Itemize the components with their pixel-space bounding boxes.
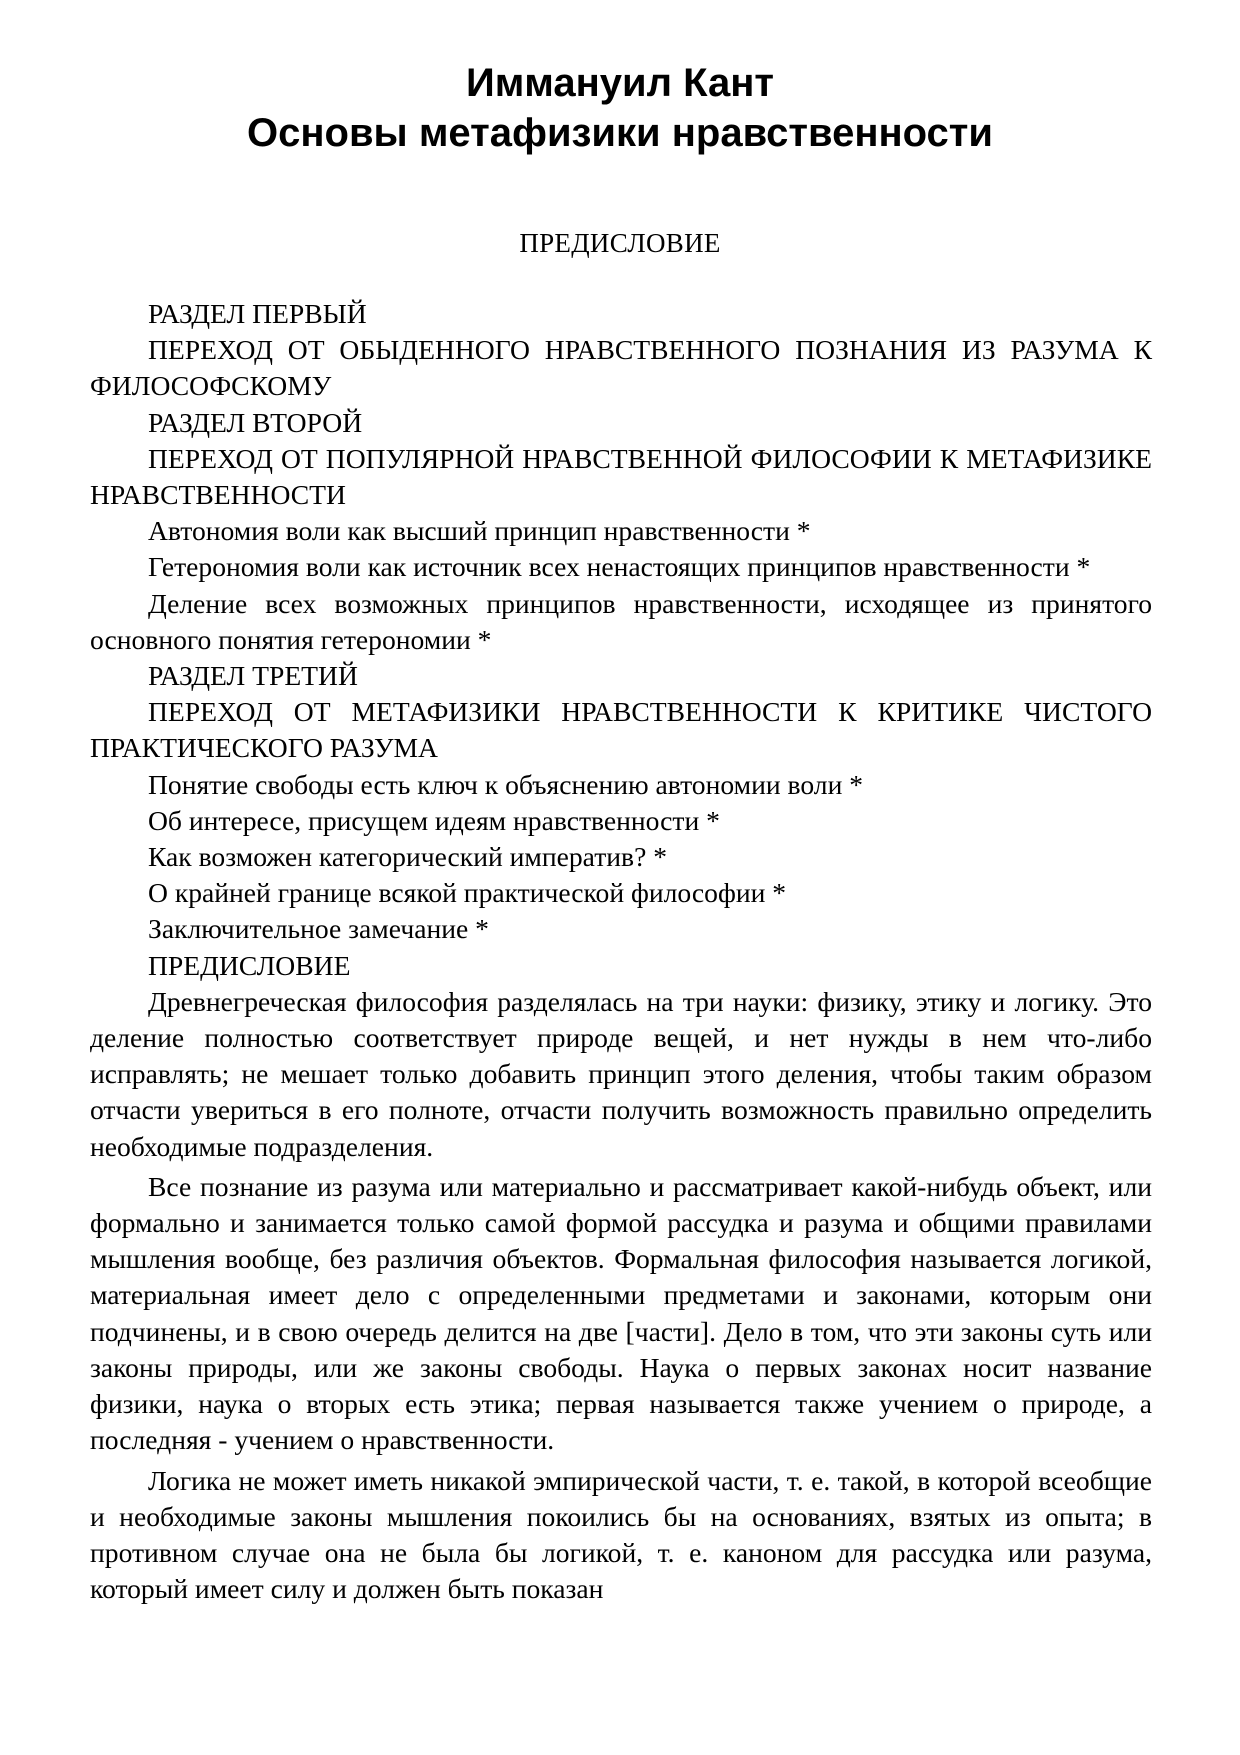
toc-item: О крайней границе всякой практической философии * [148, 877, 787, 909]
toc-section-3-title: ПЕРЕХОД ОТ МЕТАФИЗИКИ НРАВСТВЕННОСТИ К КРИТИКЕ ЧИСТОГО ПРАКТИЧЕСКОГО РАЗУМА [90, 696, 1152, 764]
toc-item: Понятие свободы есть ключ к объяснению автономии воли * [148, 768, 864, 800]
toc-section-3-label: РАЗДЕЛ ТРЕТИЙ [148, 660, 358, 692]
toc-item: Как возможен категорический императив? * [148, 841, 668, 873]
body-paragraph: Древнегреческая философия разделялась на три науки: физику, этику и логику. Это деление полностью соответствует природе вещей, и нет нужды в нем что-либо исправлять; не мешает только добавить принцип этого деления, чтобы таким образом отчасти увериться в его полноте, отчасти получить возможность правильно определить необходимые подразделения. [90, 985, 1152, 1162]
toc-item: Автономия воли как высший принцип нравственности * [148, 515, 811, 547]
preface-section-heading: ПРЕДИСЛОВИЕ [148, 949, 351, 981]
toc-section-1-label: РАЗДЕЛ ПЕРВЫЙ [148, 298, 367, 329]
toc-section-2-label: РАЗДЕЛ ВТОРОЙ [148, 406, 363, 438]
body-text [90, 296, 1152, 1607]
body-paragraph: Все познание из разума или материально и рассматривает какой-нибудь объект, или формально и занимается только самой формой рассудка и разума и общими правилами мышления вообще, без различия объектов. Формальная философия называется логикой, материальная имеет дело с определенными предметами и законами, которым они подчинены, и в свою очередь делится на две [части]. Дело в том, что эти законы суть или законы природы, или же законы свободы. Наука о первых законах носит название физики, наука о вторых есть этика; первая называется также учением о природе, а последняя - учением о нравственности. [90, 1170, 1152, 1456]
author-name: Иммануил Кант [465, 61, 775, 105]
toc-section-1-title: ПЕРЕХОД ОТ ОБЫДЕННОГО НРАВСТВЕННОГО ПОЗНАНИЯ ИЗ РАЗУМА К ФИЛОСОФСКОМУ [90, 334, 1152, 402]
document-header [0, 58, 1240, 158]
toc-item: Заключительное замечание * [148, 913, 489, 945]
body-paragraph: Логика не может иметь никакой эмпирической части, т. е. такой, в которой всеобщие и необходимые законы мышления покоились бы на основаниях, взятых из опыта; в противном случае она не была бы логикой, т. е. каноном для рассудка или разума, который имеет силу и должен быть показан [90, 1464, 1152, 1605]
toc-item: Деление всех возможных принципов нравственности, исходящее из принятого основного понятия гетерономии * [90, 587, 1152, 655]
preface-heading: ПРЕДИСЛОВИЕ [519, 228, 721, 258]
toc-item: Об интересе, присущем идеям нравственности * [148, 804, 720, 836]
toc-item: Гетерономия воли как источник всех ненастоящих принципов нравственности * [148, 551, 1091, 583]
book-title: Основы метафизики нравственности [247, 111, 993, 155]
toc-section-2-title: ПЕРЕХОД ОТ ПОПУЛЯРНОЙ НРАВСТВЕННОЙ ФИЛОСОФИИ К МЕТАФИЗИКЕ НРАВСТВЕННОСТИ [90, 442, 1152, 511]
